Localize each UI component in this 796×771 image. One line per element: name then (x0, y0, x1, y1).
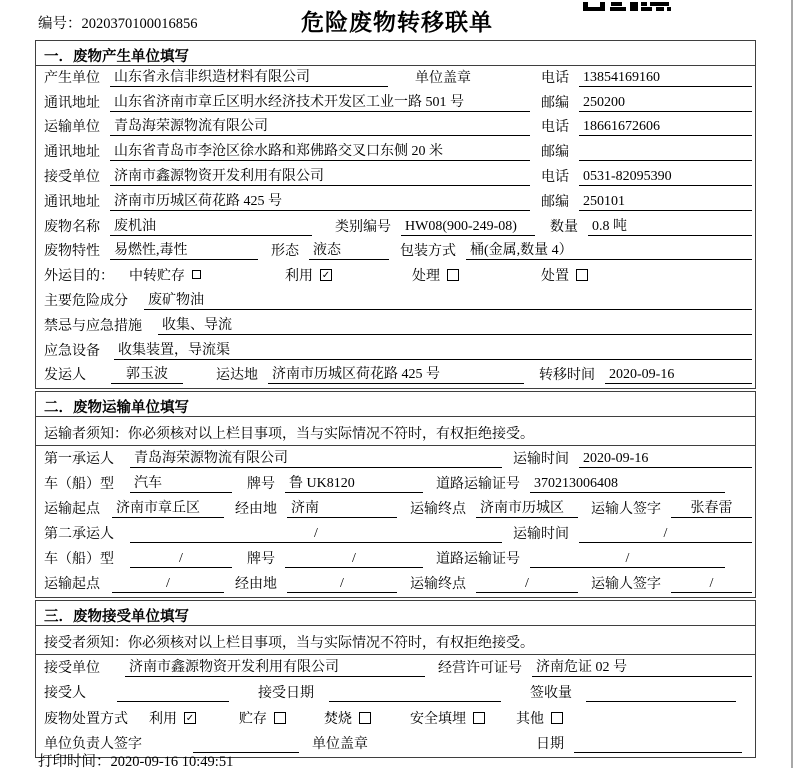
producer-zip-label: 邮编 (541, 95, 569, 111)
section-producer-title: 一．废物产生单位填写 (36, 41, 755, 66)
receipt-amount-label: 签收量 (530, 686, 572, 702)
disposal-option-other (516, 708, 563, 728)
disposal-option-label: 贮存 (239, 711, 267, 727)
document-header (38, 4, 756, 36)
checkbox-unchecked-icon (447, 269, 459, 281)
disposal-option-label: 安全填埋 (410, 711, 466, 727)
packaging-label: 包装方式 (400, 244, 456, 260)
transporter-phone-value: 18661672606 (579, 119, 752, 136)
carrier1-label: 第一承运人 (44, 451, 114, 467)
equipment-row (36, 339, 755, 364)
consignor-value: 郭玉波 (111, 363, 183, 384)
route2-start-value: / (112, 576, 224, 593)
disposal-method-label: 废物处置方式 (44, 711, 128, 727)
permit-value: 济南危证 02 号 (532, 656, 752, 677)
route1-end-label: 运输终点 (410, 501, 466, 517)
route2-sign-value: / (671, 576, 752, 593)
producer-zip-value: 250200 (579, 95, 752, 112)
purpose-label: 外运目的： (44, 269, 114, 285)
route2-sign-label: 运输人签字 (591, 577, 661, 593)
disposal-option-incinerate (324, 708, 371, 728)
route2-row (36, 572, 755, 597)
receipt-person-label: 接受人 (44, 686, 86, 702)
transport-notice: 运输者须知：你必须核对以上栏目事项，当与实际情况不符时，有权拒绝接受。 (36, 417, 755, 446)
carrier1-value: 青岛海荣源物流有限公司 (130, 447, 502, 468)
disposal-option-recycle (149, 708, 196, 728)
plate2-value: / (285, 551, 423, 568)
producer-address-label: 通讯地址 (44, 95, 100, 111)
packaging-value: 桶(金属,数量 4） (466, 239, 752, 260)
disposal-method-row (36, 706, 755, 731)
receiver-phone-label: 电话 (541, 169, 569, 185)
route2-via-label: 经由地 (235, 577, 277, 593)
producer-phone-label: 电话 (541, 70, 569, 86)
transfer-time-label: 转移时间 (539, 368, 595, 384)
purpose-option-dispose (541, 265, 588, 285)
transporter-row (36, 116, 755, 141)
purpose-option-label: 处理 (412, 269, 440, 285)
receiver-row (36, 165, 755, 190)
plate1-value: 鲁 UK8120 (285, 472, 423, 493)
purpose-option-treat (412, 265, 459, 285)
sign-date-label: 日期 (536, 737, 564, 753)
dispatch-row (36, 364, 755, 389)
purpose-option-label: 中转贮存 (129, 269, 185, 285)
transporter-label: 运输单位 (44, 120, 100, 136)
road-license1-value: 370213006408 (530, 476, 725, 493)
waste-traits-value: 易燃性,毒性 (110, 239, 258, 260)
producer-seal-label: 单位盖章 (415, 70, 471, 86)
carrier1-time-label: 运输时间 (513, 451, 569, 467)
transporter-value: 青岛海荣源物流有限公司 (110, 115, 530, 136)
checkbox-unchecked-icon (576, 269, 588, 281)
section-transport-title: 二．废物运输单位填写 (36, 392, 755, 417)
transporter-zip-value (579, 144, 752, 161)
permit-label: 经营许可证号 (438, 660, 522, 676)
transporter-address-label: 通讯地址 (44, 145, 100, 161)
serial-value: 2020370100016856 (81, 16, 198, 32)
purpose-option-recycle (285, 265, 332, 285)
producer-label: 产生单位 (44, 70, 100, 86)
route1-via-value: 济南 (287, 497, 397, 518)
vehicle2-type-label: 车（船）型 (44, 552, 114, 568)
carrier1-time-value: 2020-09-16 (579, 451, 752, 468)
route1-start-label: 运输起点 (44, 501, 100, 517)
serial-label: 编号： (38, 16, 82, 32)
section-producer (35, 40, 756, 389)
route1-sign-value: 张春雷 (671, 497, 752, 518)
emergency-value: 收集、导流 (158, 314, 752, 335)
receiver-phone-value: 0531-82095390 (579, 169, 752, 186)
receiving-unit-row (36, 655, 755, 680)
receiving-unit-value: 济南市鑫源物资开发利用有限公司 (125, 656, 425, 677)
disposal-option-storage (239, 708, 286, 728)
checkbox-checked-icon: ✓ (321, 270, 331, 282)
producer-row (36, 66, 755, 91)
purpose-option-transfer-storage (129, 265, 201, 285)
vehicle1-type-value: 汽车 (130, 472, 232, 493)
waste-quantity-label: 数量 (550, 219, 578, 235)
waste-traits-label: 废物特性 (44, 244, 100, 260)
road-license1-label: 道路运输证号 (436, 476, 520, 492)
hazard-label: 主要危险成分 (44, 293, 128, 309)
page-title: 危险废物转移联单 (301, 10, 493, 35)
transporter-zip-label: 邮编 (541, 145, 569, 161)
route2-end-value: / (476, 576, 578, 593)
plate1-label: 牌号 (247, 476, 275, 492)
receipt-row (36, 681, 755, 706)
waste-form-label: 形态 (271, 244, 299, 260)
carrier2-label: 第二承运人 (44, 527, 114, 543)
section-receiver (35, 600, 756, 758)
route2-start-label: 运输起点 (44, 577, 100, 593)
checkbox-unchecked-icon (551, 712, 563, 724)
waste-category-label: 类别编号 (335, 219, 391, 235)
disposal-option-label: 利用 (149, 711, 177, 727)
receiving-unit-label: 接受单位 (44, 660, 100, 676)
destination-value: 济南市历城区荷花路 425 号 (268, 363, 524, 384)
receiver-zip-label: 邮编 (541, 194, 569, 210)
producer-address-value: 山东省济南市章丘区明水经济技术开发区工业一路 501 号 (110, 91, 530, 112)
checkbox-unchecked-icon (274, 712, 286, 724)
unit-seal-label: 单位盖章 (312, 737, 368, 753)
checkbox-unchecked-icon (473, 712, 485, 724)
section-transport (35, 391, 756, 598)
hazard-value: 废矿物油 (144, 289, 752, 310)
route1-end-value: 济南市历城区 (476, 497, 578, 518)
route1-start-value: 济南市章丘区 (112, 497, 224, 518)
carrier2-time-value: / (579, 526, 752, 543)
disposal-option-label: 焚烧 (324, 711, 352, 727)
consignor-label: 发运人 (44, 368, 86, 384)
print-time-value: 2020-09-16 10:49:51 (110, 754, 234, 770)
sign-date-value (574, 736, 742, 753)
carrier2-row (36, 522, 755, 547)
carrier2-value: / (130, 526, 502, 543)
transporter-address-value: 山东省青岛市李沧区徐水路和郑佛路交叉口东侧 20 米 (110, 140, 530, 161)
purpose-option-label: 处置 (541, 269, 569, 285)
receiver-address-row (36, 190, 755, 215)
waste-traits-row (36, 240, 755, 265)
page-edge-line (791, 0, 793, 768)
waste-quantity-value: 0.8 吨 (588, 215, 752, 236)
receiver-address-value: 济南市历城区荷花路 425 号 (110, 190, 530, 211)
receiver-label: 接受单位 (44, 169, 100, 185)
disposal-option-landfill (410, 708, 485, 728)
checkbox-unchecked-icon (359, 712, 371, 724)
producer-address-row (36, 91, 755, 116)
receiver-address-label: 通讯地址 (44, 194, 100, 210)
equipment-label: 应急设备 (44, 343, 100, 359)
transfer-time-value: 2020-09-16 (605, 367, 752, 384)
vehicle2-row (36, 547, 755, 572)
vehicle2-type-value: / (130, 551, 232, 568)
section-receiver-title: 三．废物接受单位填写 (36, 601, 755, 626)
vehicle1-type-label: 车（船）型 (44, 476, 114, 492)
vehicle1-row (36, 472, 755, 497)
disposal-option-label: 其他 (516, 711, 544, 727)
hazard-row (36, 289, 755, 314)
receipt-date-label: 接受日期 (258, 686, 314, 702)
waste-category-value: HW08(900-249-08) (401, 219, 535, 236)
carrier1-row (36, 446, 755, 471)
route2-end-label: 运输终点 (410, 577, 466, 593)
route1-via-label: 经由地 (235, 501, 277, 517)
checkbox-checked-icon: ✓ (185, 712, 195, 724)
plate2-label: 牌号 (247, 552, 275, 568)
route1-row (36, 497, 755, 522)
destination-label: 运达地 (216, 368, 258, 384)
waste-name-row (36, 215, 755, 240)
purpose-option-label: 利用 (285, 269, 313, 285)
print-time-label: 打印时间： (38, 754, 111, 770)
equipment-value: 收集装置，导流渠 (114, 339, 752, 360)
road-license2-label: 道路运输证号 (436, 552, 520, 568)
waste-form-value: 液态 (309, 239, 389, 260)
receiver-notice: 接受者须知：你必须核对以上栏目事项，当与实际情况不符时，有权拒绝接受。 (36, 626, 755, 655)
checkbox-unchecked-icon (192, 270, 201, 279)
road-license2-value: / (530, 551, 725, 568)
waste-name-label: 废物名称 (44, 219, 100, 235)
transporter-address-row (36, 140, 755, 165)
carrier2-time-label: 运输时间 (513, 527, 569, 543)
receiver-zip-value: 250101 (579, 194, 752, 211)
receipt-person-value (117, 685, 229, 702)
receipt-date-value (329, 685, 501, 702)
route2-via-value: / (287, 576, 397, 593)
route1-sign-label: 运输人签字 (591, 501, 661, 517)
receipt-amount-value (586, 685, 736, 702)
purpose-row (36, 264, 755, 289)
waste-name-value: 废机油 (110, 215, 312, 236)
receiver-value: 济南市鑫源物资开发利用有限公司 (110, 165, 530, 186)
emergency-row (36, 314, 755, 339)
manifest-form (35, 40, 756, 760)
transporter-phone-label: 电话 (541, 120, 569, 136)
producer-value: 山东省永信非织造材料有限公司 (110, 66, 388, 87)
emergency-label: 禁忌与应急措施 (44, 318, 142, 334)
unit-signer-label: 单位负责人签字 (44, 737, 142, 753)
producer-phone-value: 13854169160 (579, 70, 752, 87)
